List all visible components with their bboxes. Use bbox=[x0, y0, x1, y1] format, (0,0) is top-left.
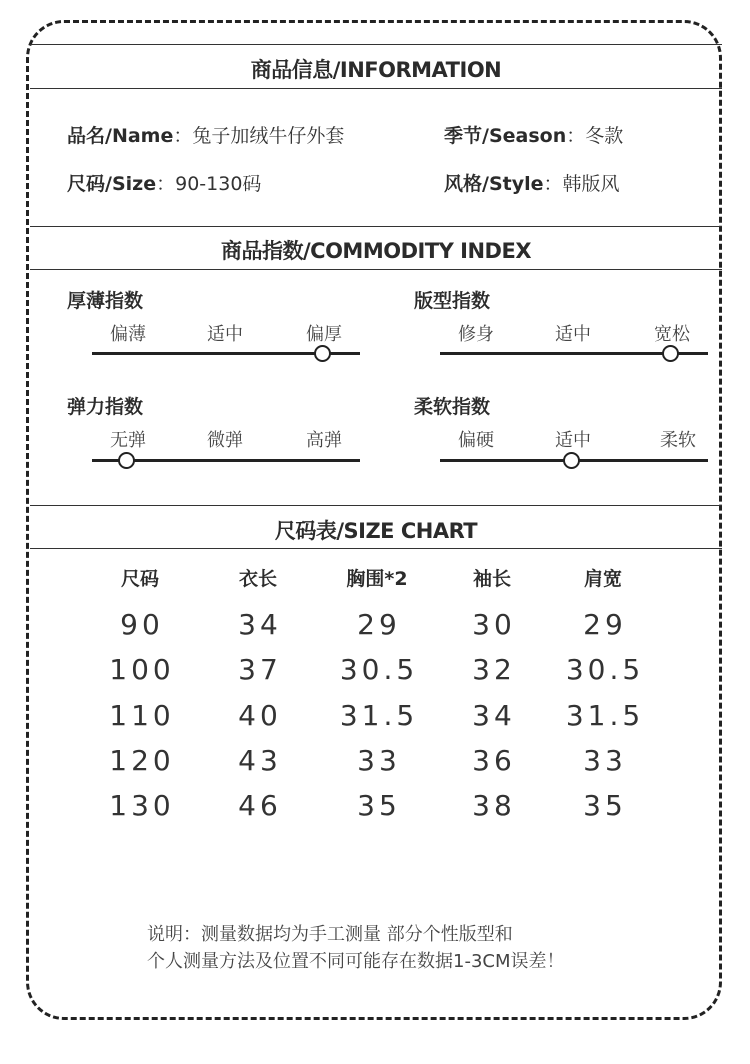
size-chart-cell: 29 bbox=[583, 608, 627, 641]
size-chart-cell: 30.5 bbox=[565, 653, 645, 686]
index-option: 偏硬 bbox=[458, 430, 494, 451]
size-chart-cell: 110 bbox=[109, 699, 175, 732]
name-label: 品名/Name bbox=[67, 125, 174, 147]
size-chart-cell: 43 bbox=[238, 744, 282, 777]
size-chart-cell: 130 bbox=[109, 789, 175, 822]
index-selected-marker bbox=[314, 345, 331, 362]
size-chart-header: 胸围*2 bbox=[346, 568, 408, 590]
size-row bbox=[67, 169, 261, 196]
size-chart-header: 袖长 bbox=[472, 568, 512, 590]
index-option: 宽松 bbox=[654, 324, 690, 345]
divider bbox=[30, 505, 722, 506]
separator: ： bbox=[156, 173, 176, 195]
season-value: 冬款 bbox=[585, 125, 624, 147]
size-chart-cell: 30 bbox=[472, 608, 516, 641]
index-title: 厚薄指数 bbox=[67, 290, 144, 312]
index-option: 高弹 bbox=[306, 430, 342, 451]
index-title: 柔软指数 bbox=[414, 396, 491, 418]
index-option: 偏厚 bbox=[306, 324, 342, 345]
index-option: 无弹 bbox=[110, 430, 146, 451]
size-label: 尺码/Size bbox=[67, 173, 157, 195]
index-option: 适中 bbox=[555, 430, 591, 451]
season-row bbox=[444, 121, 623, 148]
divider bbox=[30, 44, 722, 45]
size-chart-cell: 40 bbox=[238, 699, 282, 732]
size-chart-header: 尺码 bbox=[120, 568, 160, 590]
size-chart-cell: 90 bbox=[120, 608, 164, 641]
note-line-1: 说明：测量数据均为手工测量 部分个性版型和 bbox=[147, 924, 513, 945]
season-label: 季节/Season bbox=[444, 125, 567, 147]
size-chart-cell: 33 bbox=[357, 744, 401, 777]
index-selected-marker bbox=[118, 452, 135, 469]
index-option: 适中 bbox=[555, 324, 591, 345]
divider bbox=[30, 226, 722, 227]
size-value: 90-130码 bbox=[175, 173, 262, 195]
index-title: 版型指数 bbox=[414, 290, 491, 312]
size-chart-cell: 35 bbox=[583, 789, 627, 822]
size-chart-cell: 29 bbox=[357, 608, 401, 641]
size-chart-cell: 34 bbox=[472, 699, 516, 732]
divider bbox=[30, 548, 722, 549]
size-chart-cell: 36 bbox=[472, 744, 516, 777]
index-section-title: 商品指数/COMMODITY INDEX bbox=[220, 239, 532, 263]
size-chart-cell: 32 bbox=[472, 653, 516, 686]
size-chart-cell: 100 bbox=[109, 653, 175, 686]
index-selected-marker bbox=[563, 452, 580, 469]
name-row bbox=[67, 121, 344, 148]
size-chart-cell: 38 bbox=[472, 789, 516, 822]
index-title: 弹力指数 bbox=[67, 396, 144, 418]
separator: ： bbox=[566, 125, 586, 147]
size-chart-title: 尺码表/SIZE CHART bbox=[274, 519, 478, 543]
separator: ： bbox=[173, 125, 193, 147]
style-value: 韩版风 bbox=[562, 173, 620, 195]
style-label: 风格/Style bbox=[444, 173, 544, 195]
index-option: 适中 bbox=[207, 324, 243, 345]
size-chart-cell: 30.5 bbox=[339, 653, 419, 686]
separator: ： bbox=[543, 173, 563, 195]
divider bbox=[30, 269, 722, 270]
size-chart-cell: 37 bbox=[238, 653, 282, 686]
note-line-2: 个人测量方法及位置不同可能存在数据1-3CM误差！ bbox=[147, 951, 565, 972]
index-option: 偏薄 bbox=[110, 324, 146, 345]
size-chart-cell: 33 bbox=[583, 744, 627, 777]
divider bbox=[30, 88, 722, 89]
index-option: 修身 bbox=[458, 324, 494, 345]
index-option: 微弹 bbox=[207, 430, 243, 451]
size-chart-header: 肩宽 bbox=[583, 568, 623, 590]
size-chart-cell: 46 bbox=[238, 789, 282, 822]
size-chart-cell: 35 bbox=[357, 789, 401, 822]
name-value: 兔子加绒牛仔外套 bbox=[192, 125, 345, 147]
index-option: 柔软 bbox=[660, 430, 696, 451]
style-row bbox=[444, 169, 620, 196]
index-selected-marker bbox=[662, 345, 679, 362]
size-chart-cell: 34 bbox=[238, 608, 282, 641]
size-chart-cell: 31.5 bbox=[565, 699, 645, 732]
size-chart-cell: 120 bbox=[109, 744, 175, 777]
size-chart-header: 衣长 bbox=[238, 568, 278, 590]
info-section-title: 商品信息/INFORMATION bbox=[250, 58, 502, 82]
size-chart-cell: 31.5 bbox=[339, 699, 419, 732]
